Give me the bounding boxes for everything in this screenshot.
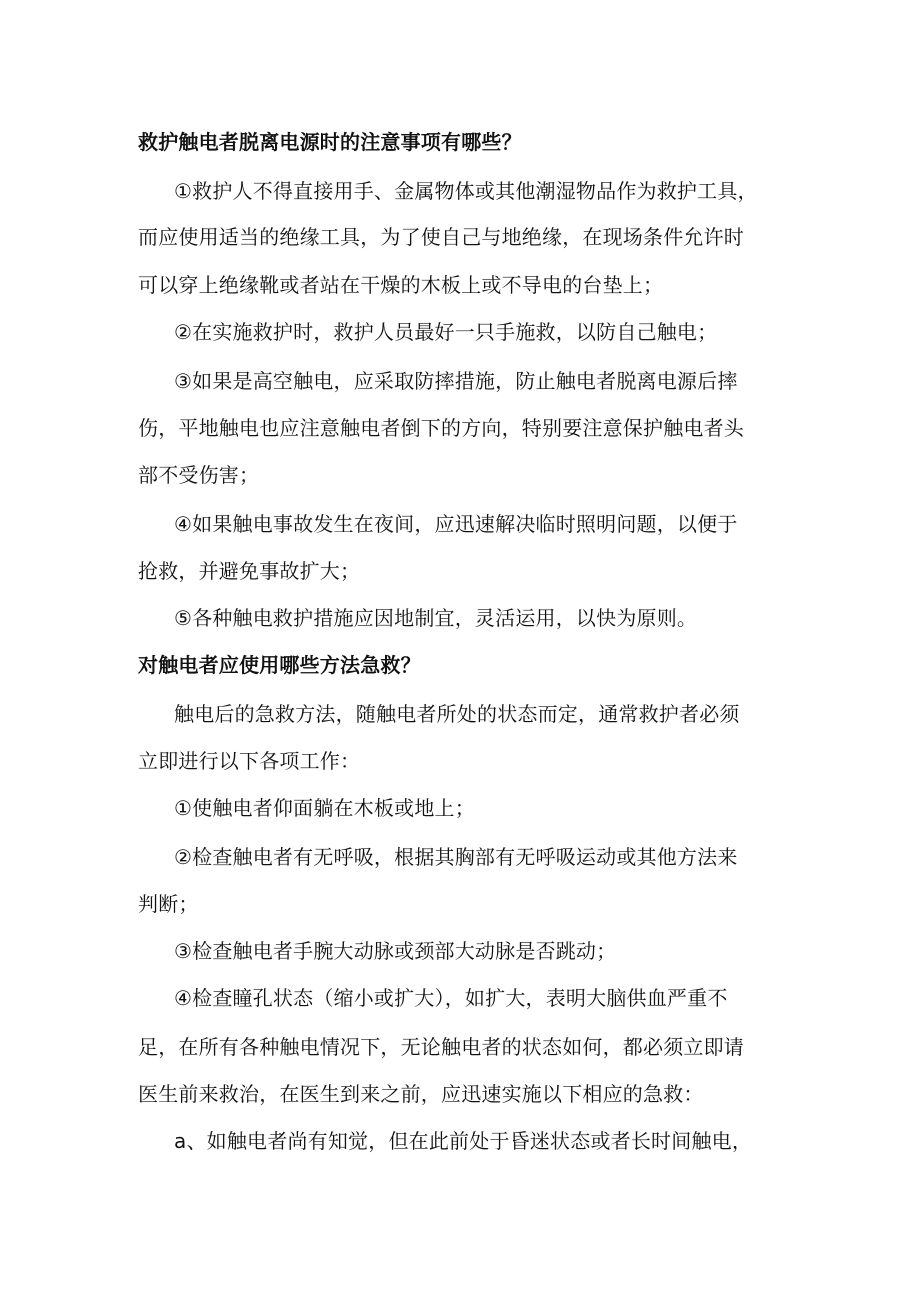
paragraph-line: 触电后的急救方法，随触电者所处的状态而定，通常救护者必须	[174, 702, 740, 726]
paragraph-line: 医生前来救治，在医生到来之前，应迅速实施以下相应的急救：	[138, 1082, 704, 1106]
section-heading-first-aid-methods: 对触电者应使用哪些方法急救？	[138, 653, 421, 677]
paragraph-line: 立即进行以下各项工作：	[138, 749, 361, 773]
paragraph-line: 伤，平地触电也应注意触电者倒下的方向，特别要注意保护触电者头	[138, 416, 744, 440]
paragraph-line: 部不受伤害；	[138, 463, 260, 487]
paragraph-line: ③如果是高空触电，应采取防摔措施，防止触电者脱离电源后摔	[174, 369, 738, 393]
paragraph-line: 可以穿上绝缘靴或者站在干燥的木板上或不导电的台垫上；	[138, 273, 664, 297]
paragraph-line: ①使触电者仰面躺在木板或地上；	[174, 796, 475, 820]
paragraph-line: a、如触电者尚有知觉，但在此前处于昏迷状态或者长时间触电，	[174, 1129, 753, 1153]
paragraph-line: 抢救，并避免事故扩大；	[138, 559, 361, 583]
paragraph-line: ③检查触电者手腕大动脉或颈部大动脉是否跳动；	[174, 939, 617, 963]
paragraph-line: ⑤各种触电救护措施应因地制宜，灵活运用，以快为原则。	[174, 606, 698, 630]
paragraph-line: 足，在所有各种触电情况下，无论触电者的状态如何，都必须立即请	[138, 1035, 744, 1059]
paragraph-line: ②检查触电者有无呼吸，根据其胸部有无呼吸运动或其他方法来	[174, 845, 738, 869]
section-heading-rescue-precautions: 救护触电者脱离电源时的注意事项有哪些？	[138, 130, 522, 154]
paragraph-line: ①救护人不得直接用手、金属物体或其他潮湿物品作为救护工具，	[174, 179, 758, 203]
paragraph-line: 判断；	[138, 892, 199, 916]
paragraph-line: ②在实施救护时，救护人员最好一只手施救，以防自己触电；	[174, 320, 718, 344]
paragraph-line: 而应使用适当的绝缘工具，为了使自己与地绝缘，在现场条件允许时	[138, 225, 744, 249]
paragraph-line: ④检查瞳孔状态（缩小或扩大），如扩大，表明大脑供血严重不	[174, 986, 728, 1010]
paragraph-line: ④如果触电事故发生在夜间，应迅速解决临时照明问题，以便于	[174, 512, 738, 536]
